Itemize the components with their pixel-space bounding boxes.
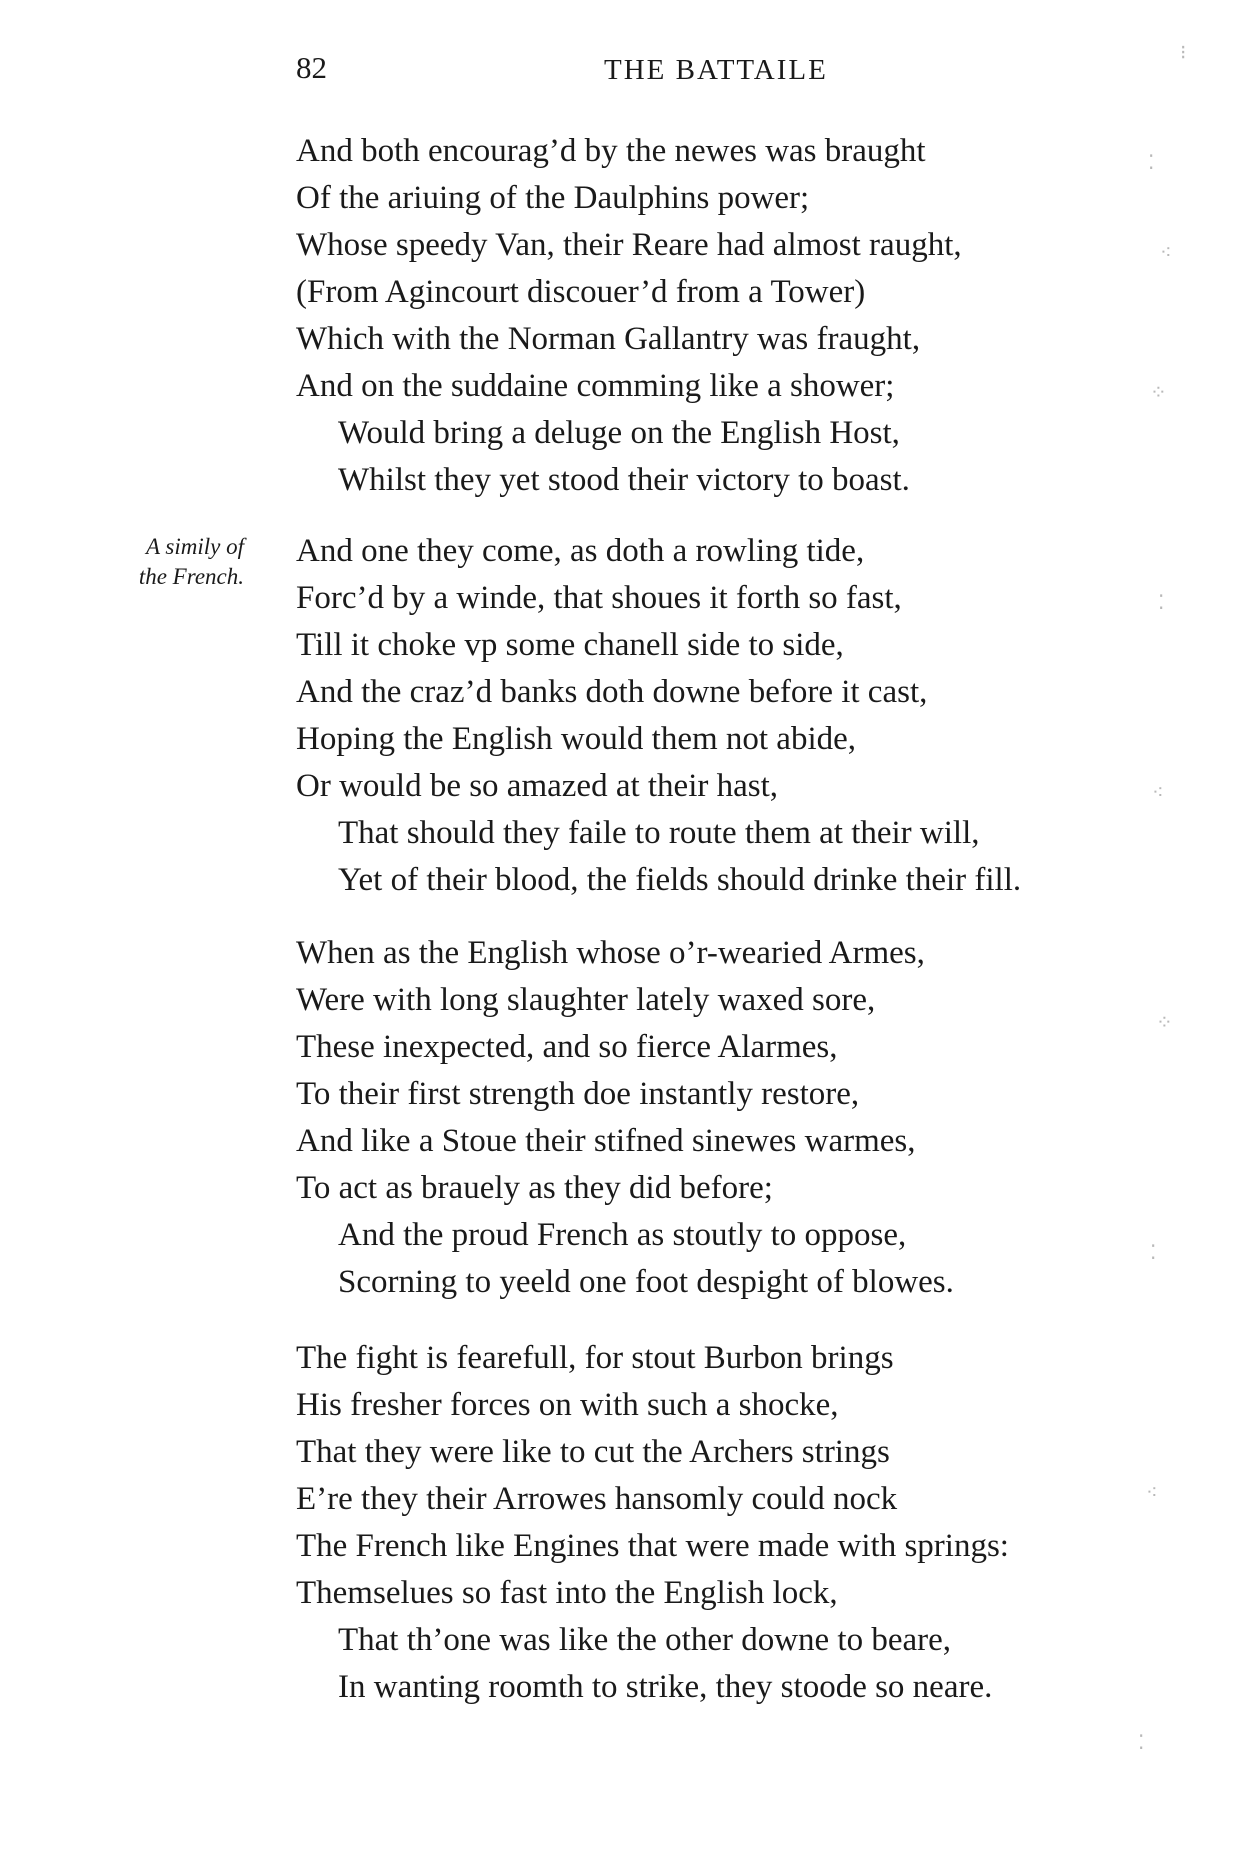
verse-line: Forc’d by a winde, that shoues it forth so fast,	[296, 580, 902, 616]
verse-line: To their first strength doe instantly restore,	[296, 1076, 860, 1112]
bleed-through-mark: ⁚	[1150, 1242, 1157, 1264]
page-number: 82	[296, 50, 327, 85]
stanza-1	[296, 128, 1196, 504]
bleed-through-mark: ⁝	[1180, 42, 1187, 64]
verse-line: That should they faile to route them at their will,	[338, 815, 980, 851]
verse-line: These inexpected, and so fierce Alarmes,	[296, 1029, 838, 1065]
verse-line: And both encourag’d by the newes was braught	[296, 133, 926, 169]
verse-line: And on the suddaine comming like a shower;	[296, 368, 895, 404]
stanza-3	[296, 930, 1196, 1306]
verse-line: His fresher forces on with such a shocke,	[296, 1387, 839, 1423]
verse-line: E’re they their Arrowes hansomly could nock	[296, 1481, 898, 1517]
verse-line: Or would be so amazed at their hast,	[296, 768, 779, 804]
verse-line: Yet of their blood, the fields should drinke their fill.	[338, 862, 1022, 898]
verse-line: And like a Stoue their stifned sinewes warmes,	[296, 1123, 916, 1159]
verse-line: Themselues so fast into the English lock,	[296, 1575, 838, 1611]
verse-line: And one they come, as doth a rowling tide,	[296, 533, 865, 569]
verse-line: Whose speedy Van, their Reare had almost raught,	[296, 227, 962, 263]
verse-line: (From Agincourt discouer’d from a Tower)	[296, 274, 866, 310]
bleed-through-mark: ⁖	[1160, 242, 1172, 264]
verse-line: That they were like to cut the Archers strings	[296, 1434, 890, 1470]
stanza-4	[296, 1335, 1196, 1711]
running-head: THE BATTAILE	[604, 54, 828, 86]
bleed-through-mark: ⁚	[1158, 592, 1165, 614]
bleed-through-mark: ⁖	[1146, 1482, 1158, 1504]
margin-note-line: the French.	[138, 564, 244, 589]
margin-note	[84, 532, 244, 592]
verse-line: Of the ariuing of the Daulphins power;	[296, 180, 810, 216]
verse-line: The fight is fearefull, for stout Burbon brings	[296, 1340, 894, 1376]
verse-line: That th’one was like the other downe to beare,	[338, 1622, 952, 1658]
verse-line: When as the English whose o’r-wearied Armes,	[296, 935, 925, 971]
margin-note-line: A simily of	[146, 534, 244, 559]
bleed-through-mark: ⁚	[1148, 152, 1155, 174]
stanza-2	[296, 528, 1196, 904]
verse-line: Whilst they yet stood their victory to boast.	[338, 462, 910, 498]
verse-line: Which with the Norman Gallantry was fraught,	[296, 321, 921, 357]
bleed-through-mark: ⁚	[1138, 1732, 1145, 1754]
bleed-through-mark: ⁘	[1150, 382, 1167, 404]
verse-line: To act as brauely as they did before;	[296, 1170, 773, 1206]
verse-line: The French like Engines that were made with springs:	[296, 1528, 1009, 1564]
verse-line: Would bring a deluge on the English Host,	[338, 415, 900, 451]
bleed-through-mark: ⁖	[1152, 782, 1164, 804]
verse-line: Were with long slaughter lately waxed sore,	[296, 982, 876, 1018]
bleed-through-mark: ⁘	[1156, 1012, 1173, 1034]
verse-line: In wanting roomth to strike, they stoode so neare.	[338, 1669, 993, 1705]
verse-line: And the proud French as stoutly to oppose,	[338, 1217, 907, 1253]
verse-line: And the craz’d banks doth downe before it cast,	[296, 674, 928, 710]
verse-line: Scorning to yeeld one foot despight of blowes.	[338, 1264, 954, 1300]
verse-line: Hoping the English would them not abide,	[296, 721, 857, 757]
verse-line: Till it choke vp some chanell side to side,	[296, 627, 844, 663]
